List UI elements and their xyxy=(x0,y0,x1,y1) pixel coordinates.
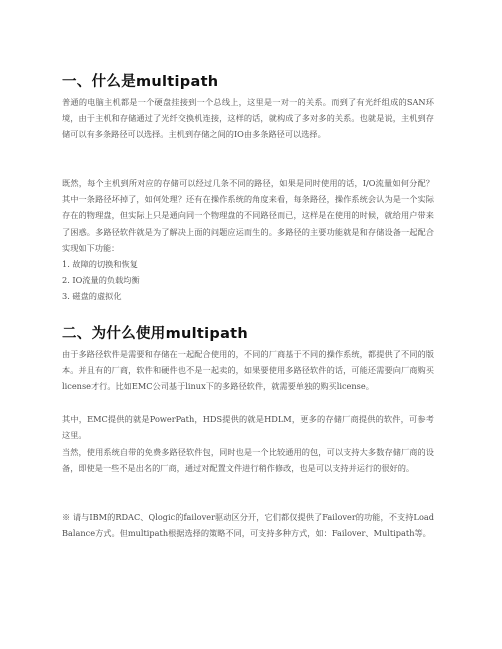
section-heading-what-is-multipath: 一、什么是multipath xyxy=(62,74,219,90)
list-item-virtualization: 3. 磁盘的虚拟化 xyxy=(62,291,122,301)
list-item-load-balance: 2. IO流量的负载均衡 xyxy=(62,275,140,285)
section-heading-why-use-multipath: 二、为什么使用multipath xyxy=(62,326,249,342)
paragraph-intro: 普通的电脑主机都是一个硬盘挂接到一个总线上，这里是一对一的关系。而到了有光纤组成的SAN环境，由于主机和存储通过了光纤交换机连接，这样的话，就构成了多对多的关系。也就是说，主机到存储可以有多条路径可以选择。主机到存储之间的IO由多条路径可以选择。 xyxy=(62,97,434,140)
paragraph-builtin: 当然，使用系统自带的免费多路径软件包，同时也是一个比较通用的包，可以支持大多数存储厂商的设备，即使是一些不是出名的厂商，通过对配置文件进行稍作修改，也是可以支持并运行的很好的。 xyxy=(62,447,434,474)
paragraph-problem: 既然，每个主机到所对应的存储可以经过几条不同的路径，如果是同时使用的话，I/O流量如何分配？其中一条路径坏掉了，如何处理？还有在操作系统的角度来看，每条路径，操作系统会认为是一个实际存在的物理盘，但实际上只是通向同一个物理盘的不同路径而已，这样是在使用的时候，就给用户带来了困惑。多路径软件就是为了解决上面的问题应运而生的。多路径的主要功能就是和存储设备一起配合实现如下功能： xyxy=(62,178,434,253)
paragraph-note: ※ 请与IBM的RDAC、Qlogic的failover驱动区分开，它们都仅提供了Failover的功能，不支持Load Balance方式。但multipath根据选择的策略不同，可支持多种方式，如：Failover、Multipath等。 xyxy=(62,512,434,539)
list-item-failover: 1. 故障的切换和恢复 xyxy=(62,259,138,269)
paragraph-powerpath: 其中，EMC提供的就是PowerPath，HDS提供的就是HDLM，更多的存储厂商提供的软件，可参考这里。 xyxy=(62,414,434,441)
paragraph-vendors: 由于多路径软件是需要和存储在一起配合使用的，不同的厂商基于不同的操作系统，都提供了不同的版本。并且有的厂商，软件和硬件也不是一起卖的，如果要使用多路径软件的话，可能还需要向厂商购买license才行。比如EMC公司基于linux下的多路径软件，就需要单独的购买license。 xyxy=(62,349,434,392)
